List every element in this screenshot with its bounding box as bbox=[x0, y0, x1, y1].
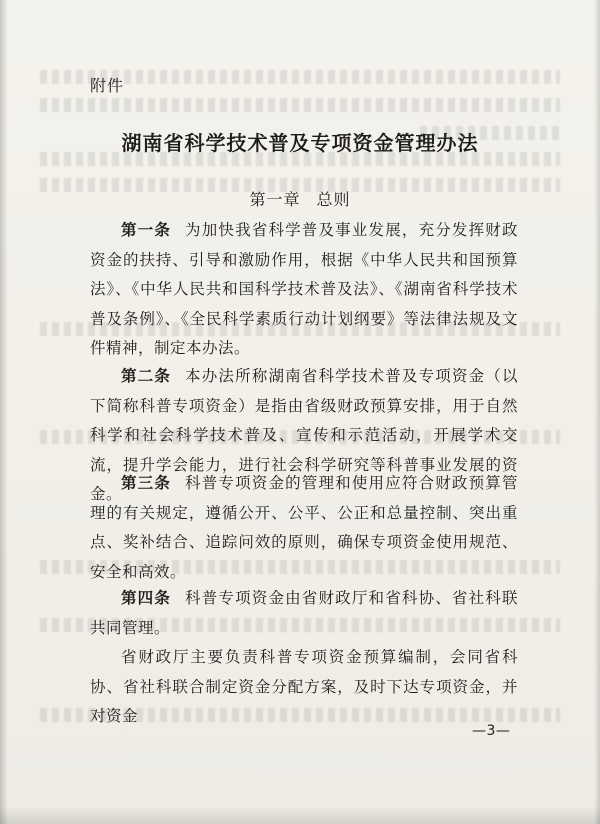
body-paragraph: 省财政厅主要负责科普专项资金预算编制，会同省科协、省社科联合制定资金分配方案，及时下达专项资金，并对资金 bbox=[90, 648, 518, 725]
article-text: 本办法所称湖南省科学技术普及专项资金（以下简称科普专项资金）是指由省级财政预算安排，用于自然科学和社会科学技术普及、宣传和示范活动，开展学术交流，提升学会能力，进行社会科学研究等科普事业发展的资金。 bbox=[90, 367, 518, 503]
article-text: 科普专项资金的管理和使用应符合财政预算管理的有关规定，遵循公开、公平、公正和总量控制、突出重点、奖补结合、追踪问效的原则，确保专项资金使用规范、安全和高效。 bbox=[90, 474, 518, 581]
attachment-label: 附件 bbox=[90, 76, 125, 95]
article-label: 第三条 bbox=[121, 474, 172, 492]
article-paragraph bbox=[90, 216, 518, 364]
scan-edge-shadow bbox=[0, 0, 8, 824]
article-text: 科普专项资金由省财政厅和省科协、省社科联共同管理。 bbox=[90, 589, 518, 637]
chapter-heading bbox=[0, 187, 600, 210]
article-paragraph bbox=[90, 584, 518, 643]
chapter-number: 第一章 bbox=[249, 190, 301, 209]
chapter-name: 总则 bbox=[316, 190, 351, 209]
scan-edge-shadow bbox=[0, 806, 600, 824]
scan-edge-shadow bbox=[594, 0, 600, 824]
article-label: 第二条 bbox=[121, 367, 172, 385]
article-label: 第四条 bbox=[121, 589, 172, 607]
article-paragraph bbox=[90, 469, 518, 587]
article-label: 第一条 bbox=[121, 221, 172, 239]
document-title: 湖南省科学技术普及专项资金管理办法 bbox=[121, 131, 479, 155]
page-number: —3— bbox=[472, 723, 511, 739]
article-text: 为加快我省科学普及事业发展，充分发挥财政资金的扶持、引导和激励作用，根据《中华人民共和国预算法》、《中华人民共和国科学技术普及法》、《湖南省科学技术普及条例》、《全民科学素质行动计划纲要》等法律法规及文件精神，制定本办法。 bbox=[90, 221, 518, 357]
bleed-through-line bbox=[40, 98, 560, 112]
